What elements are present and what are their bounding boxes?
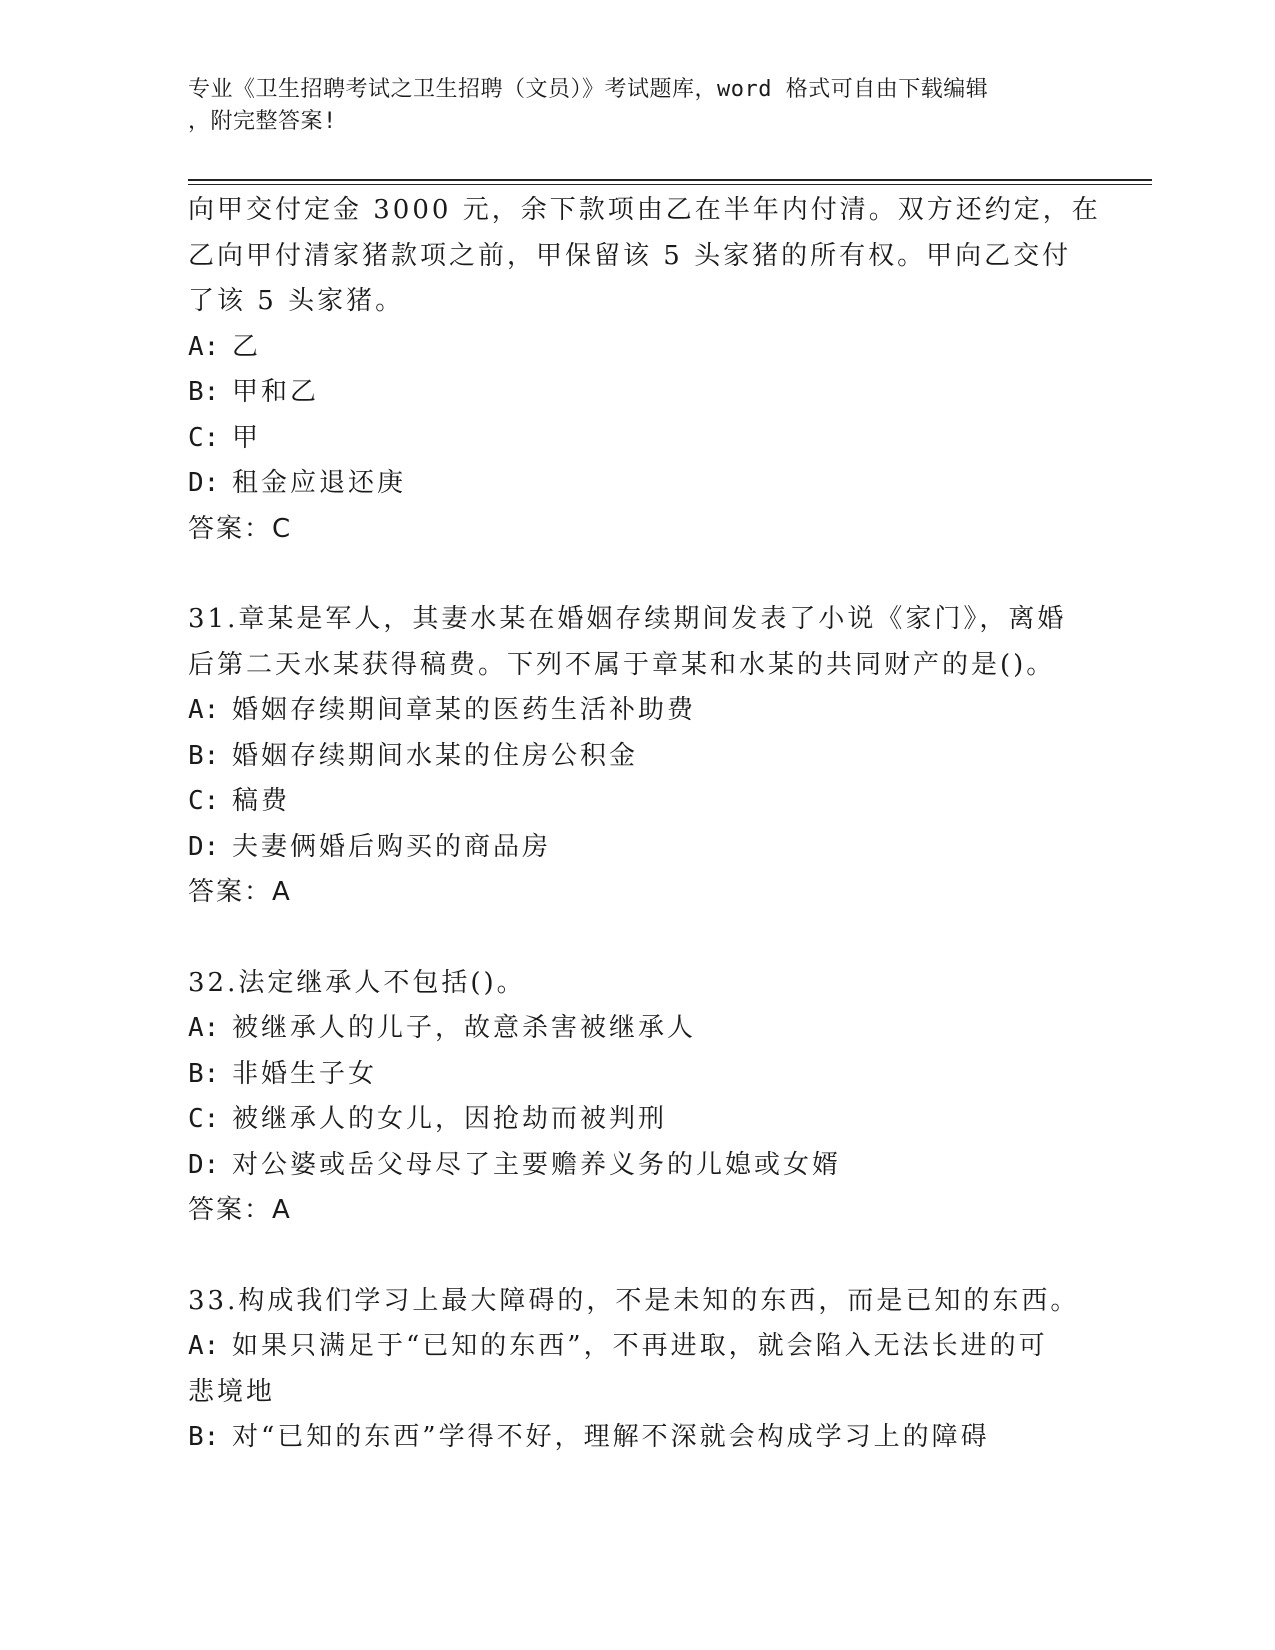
option-text-continued: 悲境地 <box>188 1376 276 1407</box>
option-text: 如果只满足于“已知的东西”，不再进取，就会陷入无法长进的可 <box>232 1331 1048 1361</box>
option-a <box>188 1324 1088 1370</box>
option-a <box>188 688 1088 734</box>
question-30 <box>188 188 1101 552</box>
option-text: 乙 <box>232 331 262 362</box>
option-letter: B: <box>188 1422 220 1452</box>
option-text: 夫妻俩婚后购买的商品房 <box>232 831 552 862</box>
option-text: 租金应退还庚 <box>232 468 407 498</box>
option-c <box>188 779 1088 825</box>
option-text: 稿费 <box>232 786 291 816</box>
question-stem-line: 33.构成我们学习上最大障碍的，不是未知的东西，而是已知的东西。 <box>188 1285 1080 1316</box>
document-header <box>188 74 1068 138</box>
question-stem-line: 乙向甲付清家猪款项之前，甲保留该 5 头家猪的所有权。甲向乙交付 <box>188 240 1072 271</box>
option-c <box>188 416 1088 462</box>
option-text: 甲 <box>232 422 262 453</box>
option-text: 非婚生子女 <box>232 1058 378 1089</box>
option-letter: C: <box>188 422 220 453</box>
option-letter: D: <box>188 468 220 498</box>
option-letter: A: <box>188 331 220 362</box>
option-letter: C: <box>188 786 220 816</box>
answer-label: 答案：A <box>188 1195 292 1225</box>
option-a <box>188 1006 1088 1052</box>
option-letter: C: <box>188 1104 220 1134</box>
question-32 <box>188 961 1088 1234</box>
option-text: 甲和乙 <box>232 377 320 407</box>
option-b <box>188 734 1088 780</box>
option-text: 对公婆或岳父母尽了主要赡养义务的儿媳或女婿 <box>232 1149 842 1180</box>
option-d <box>188 825 1088 871</box>
option-b <box>188 1415 1088 1461</box>
answer-label: 答案：C <box>188 513 293 544</box>
option-c <box>188 1097 1088 1143</box>
option-d <box>188 461 1088 507</box>
option-b <box>188 1052 1088 1098</box>
header-divider-thin <box>188 184 1152 185</box>
option-text: 婚姻存续期间章某的医药生活补助费 <box>232 695 697 725</box>
question-stem-line: 了该 5 头家猪。 <box>188 286 405 316</box>
option-letter: B: <box>188 377 220 407</box>
option-letter: B: <box>188 740 220 771</box>
header-divider-thick <box>188 179 1152 181</box>
header-line-2: ，附完整答案! <box>188 109 337 134</box>
question-33 <box>188 1279 1088 1461</box>
option-d <box>188 1143 1088 1189</box>
option-text: 婚姻存续期间水某的住房公积金 <box>232 740 639 771</box>
question-stem-line: 后第二天水某获得稿费。下列不属于章某和水某的共同财产的是()。 <box>188 649 1056 680</box>
option-letter: D: <box>188 831 220 862</box>
question-stem-line: 向甲交付定金 3000 元，余下款项由乙在半年内付清。双方还约定，在 <box>188 195 1101 225</box>
option-text: 被继承人的儿子，故意杀害被继承人 <box>232 1013 697 1043</box>
header-line-1: 专业《卫生招聘考试之卫生招聘（文员）》考试题库，word 格式可自由下载编辑 <box>188 77 989 102</box>
option-letter: A: <box>188 695 220 725</box>
option-text: 对“已知的东西”学得不好，理解不深就会构成学习上的障碍 <box>232 1422 990 1452</box>
option-a <box>188 325 1088 371</box>
question-stem-line: 31.章某是军人，其妻水某在婚姻存续期间发表了小说《家门》，离婚 <box>188 604 1067 634</box>
option-b <box>188 370 1088 416</box>
option-letter: D: <box>188 1149 220 1180</box>
question-content <box>188 188 1101 1461</box>
option-letter: A: <box>188 1331 220 1361</box>
option-letter: A: <box>188 1013 220 1043</box>
option-letter: B: <box>188 1058 220 1089</box>
question-31 <box>188 597 1088 916</box>
question-stem-line: 32.法定继承人不包括()。 <box>188 967 526 998</box>
option-text: 被继承人的女儿，因抢劫而被判刑 <box>232 1104 668 1134</box>
answer-label: 答案：A <box>188 877 292 907</box>
